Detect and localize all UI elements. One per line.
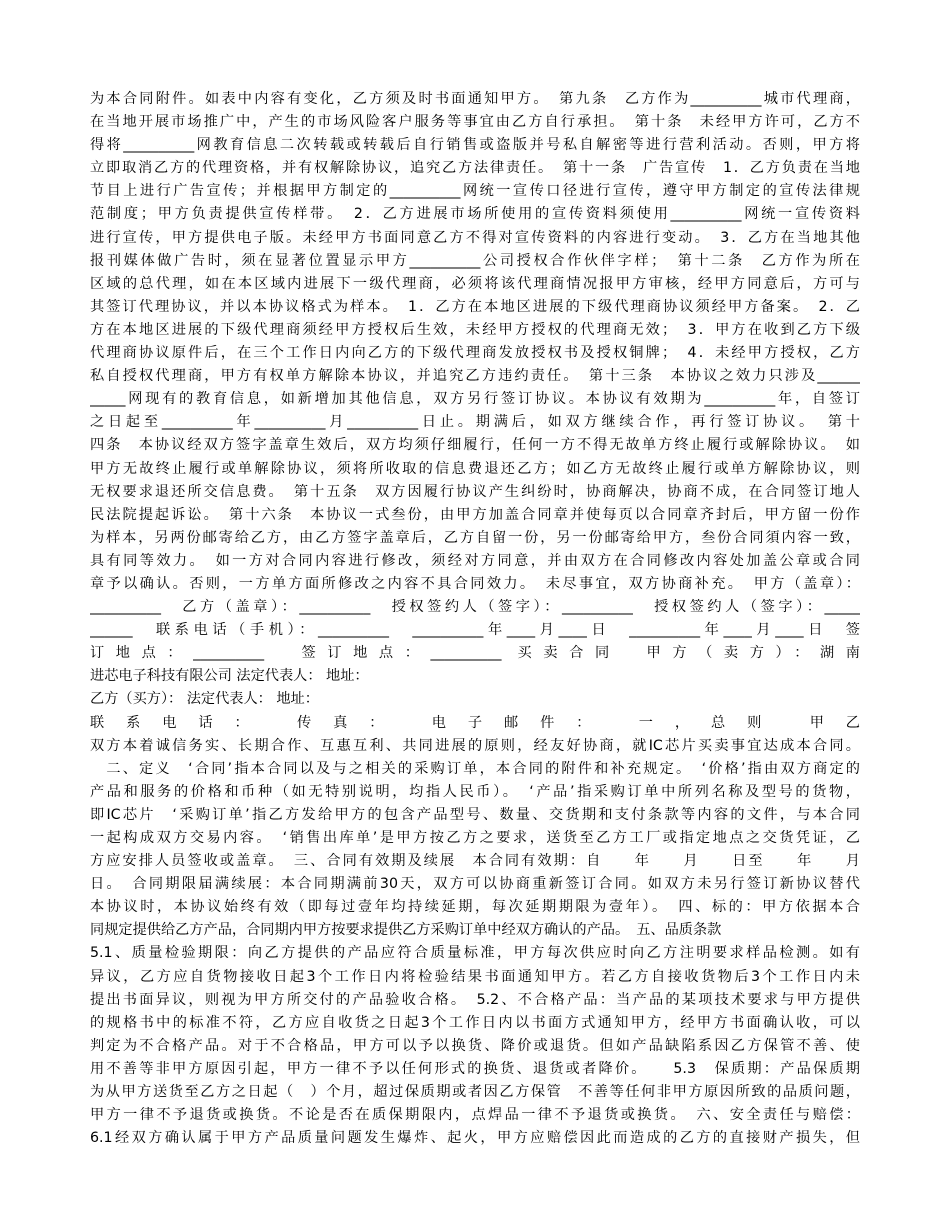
document-text-line: 产品和服务的价格和币种（如无特别说明，均指人民币）。 ‘产品’指采购订单中所列名称及型号的货物， (90, 783, 860, 800)
document-text-line: 四条 本协议经双方签字盖章生效后，双方均须仔细履行，任何一方不得无故单方终止履行或解除协议。 如 (90, 437, 860, 454)
document-text-line: 具有同等效力。 如一方对合同内容进行修改，须经对方同意，并由双方在合同修改内容处加盖公章或合同 (90, 552, 860, 569)
document-text-line: 范制度；甲方负责提供宣传样带。 2．乙方进展市场所使用的宣传资料须使用__________网统一宣传资料 (90, 206, 860, 223)
document-text-line: 的规格书中的标准不符，乙方应自收货之日起3个工作日内以书面方式通知甲方，经甲方书面确认收，可以 (90, 1014, 860, 1031)
document-text-line: 方应安排人员签收或盖章。 三、合同有效期及续展 本合同有效期：自 年 月 日至 年 月 (90, 853, 860, 870)
document-text-line: 进行宣传，甲方提供电子版。未经甲方书面同意乙方不得对宣传资料的内容进行变动。 3．乙方在当地其他 (90, 229, 860, 246)
document-text-line: 得将__________网教育信息二次转载或转载后自行销售或盗版并号私自解密等进行营利活动。否则，甲方将 (90, 137, 860, 154)
document-text-line: 民法院提起诉讼。 第十六条 本协议一式叁份，由甲方加盖合同章并使每页以合同章齐封后，甲方留一份作 (90, 506, 860, 523)
document-text-line: 即IC芯片 ‘采购订单’指乙方发给甲方的包含产品型号、数量、交货期和支付条款等内容的文件，与本合同 (90, 806, 860, 823)
document-text-line: 无权要求退还所交信息费。 第十五条 双方因履行协议产生纠纷时，协商解决，协商不成，在合同签订地人 (90, 483, 860, 500)
document-text-line: 本协议时，本协议始终有效（即每过壹年均持续延期，每次延期期限为壹年）。 四、标的：甲方依据本合 (90, 899, 860, 916)
document-text-line: 一起构成双方交易内容。 ‘销售出库单’是甲方按乙方之要求，送货至乙方工厂或指定地点之交货凭证，乙 (90, 830, 860, 846)
document-text-line: 在当地开展市场推广中，产生的市场风险客户服务等事宜由乙方自行承担。 第十条 未经甲方许可，乙方不 (90, 114, 860, 131)
document-text-line: 双方本着诚信务实、长期合作、互惠互利、共同进展的原则，经友好协商，就IC芯片买卖事宜达成本合同。 (90, 737, 860, 754)
document-text-line: __________ 乙方（盖章）：__________ 授权签约人（签字）：__________ 授权签约人（签字）：_____ (90, 599, 860, 616)
document-text-line: 为样本，另两份邮寄给乙方，由乙方签字盖章后，乙方自留一份，另一份邮寄给甲方，叁份合同須内容一致， (90, 529, 860, 546)
document-text-line: 用不善等非甲方原因引起，甲方一律不予以任何形式的换货、退货或者降价。 5.3 保质期：产品保质期 (90, 1060, 860, 1077)
document-text-line: 5.1、质量检验期限：向乙方提供的产品应符合质量标准，甲方每次供应时向乙方注明要求样品检测。如有 (90, 945, 860, 962)
document-text-line: 为从甲方送货至乙方之日起（ ）个月，超过保质期或者因乙方保管 不善等任何非甲方原因所致的品质问题， (90, 1084, 860, 1101)
document-text-line: 报刊媒体做广告时，须在显著位置显示甲方__________公司授权合作伙伴字样； 第十二条 乙方作为所在 (90, 252, 860, 269)
document-text-line: 立即取消乙方的代理资格，并有权解除协议，追究乙方法律责任。 第十一条 广告宣传 1．乙方负责在当地 (90, 160, 860, 177)
document-text-line: 订地点：__________ 签订地点：__________ 买卖合同 甲方（卖方）：湖南 (90, 645, 860, 662)
document-text-line: 同规定提供给乙方产品，合同期内甲方按要求提供乙方采购订单中经双方确认的产品。 五、品质条款 (90, 922, 722, 939)
document-text-line: 其签订代理协议，并以本协议格式为样本。 1．乙方在本地区进展的下级代理商协议须经甲方备案。 2．乙 (90, 298, 860, 315)
document-text-line: ______ 联系电话（手机）：__________ __________年____月____日 __________年____月____日 签 (90, 622, 860, 639)
document-text-line: 提出书面异议，则视为甲方所交付的产品验收合格。 5.2、不合格产品：当产品的某项技术要求与甲方提供 (90, 991, 860, 1008)
document-text-line: 方在本地区进展的下级代理商须经甲方授权后生效，未经甲方授权的代理商无效； 3．甲方在收到乙方下级 (90, 321, 860, 338)
document-text-line: 代理商协议原件后，在三个工作日内向乙方的下级代理商发放授权书及授权铜牌； 4．未经甲方授权，乙方 (90, 345, 860, 362)
document-text-line: 为本合同附件。如表中内容有变化，乙方须及时书面通知甲方。 第九条 乙方作为__________城市代理商， (90, 91, 860, 107)
document-text-line: _____网现有的教育信息，如新增加其他信息，双方另行签订协议。本协议有效期为__________年，自签订 (90, 391, 860, 408)
document-text-line: 联系电话： 传真： 电子邮件： 一，总则 甲乙 (90, 714, 860, 731)
document-text-line: 异议，乙方应自货物接收日起3个工作日内将检验结果书面通知甲方。若乙方自接收货物后3个工作日内未 (90, 968, 860, 985)
document-text-line: 进芯电子科技有限公司 法定代表人： 地址： (90, 668, 369, 685)
document-text-line: 私自授权代理商，甲方有权单方解除本协议，并追究乙方违约责任。 第十三条 本协议之效力只涉及______ (90, 368, 860, 385)
document-text-line: 章予以确认。否则，一方单方面所修改之内容不具合同效力。 未尽事宜，双方协商补充。 甲方（盖章）： (90, 575, 860, 592)
document-text-line: 之日起至__________年__________月__________日止。期满后，如双方继续合作，再行签订协议。 第十 (90, 414, 860, 431)
document-text-line: 6.1经双方确认属于甲方产品质量问题发生爆炸、起火，甲方应赔偿因此而造成的乙方的直接财产损失，但 (90, 1130, 860, 1147)
document-body (90, 88, 860, 1150)
document-text-line: 判定为不合格产品。对于不合格品，甲方可以予以换货、降价或退货。但如产品缺陷系因乙方保管不善、使 (90, 1037, 860, 1054)
document-text-line: 乙方（买方）： 法定代表人： 地址： (90, 691, 319, 708)
document-text-line: 节目上进行广告宣传；并根据甲方制定的__________网统一宣传口径进行宣传，遵守甲方制定的宣传法律规 (90, 183, 860, 200)
document-text-line: 甲方一律不予退货或换货。不论是否在质保期限内，点焊品一律不予退货或换货。 六、安全责任与赔偿： (90, 1107, 860, 1124)
document-text-line: 区域的总代理，如在本区域内进展下一级代理商，必须将该代理商情况报甲方审核，经甲方同意后，方可与 (90, 275, 860, 292)
document-text-line: 甲方无故终止履行或单解除协议，须将所收取的信息费退还乙方；如乙方无故终止履行或单方解除协议，则 (90, 460, 860, 477)
document-text-line: 日。 合同期限届满续展：本合同期满前30天，双方可以协商重新签订合同。如双方未另行签订新协议替代 (90, 876, 860, 893)
document-text-line: 二、定义 ‘合同’指本合同以及与之相关的采购订单，本合同的附件和补充规定。 ‘价格’指由双方商定的 (90, 760, 860, 777)
